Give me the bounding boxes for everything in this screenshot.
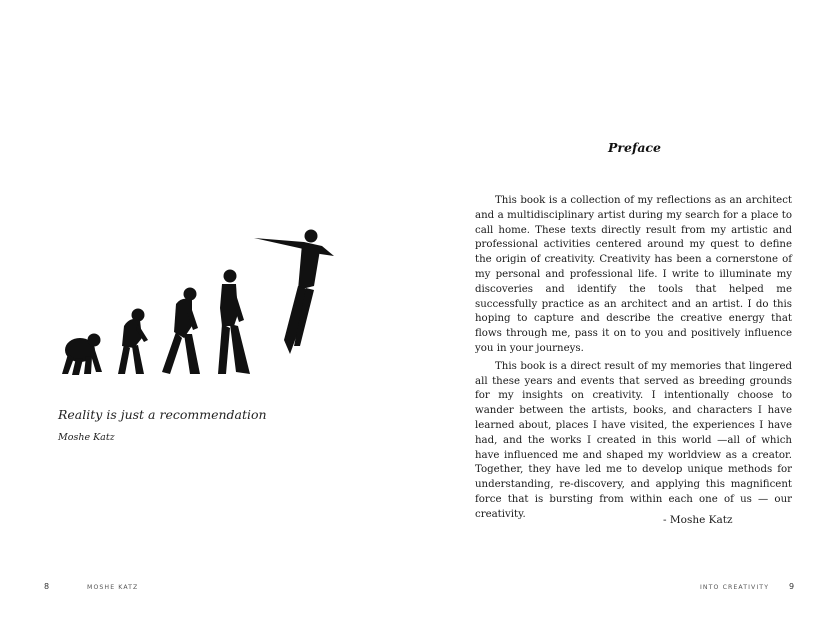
evolution-illustration xyxy=(58,228,340,380)
left-page xyxy=(0,0,414,622)
running-header-left: MOSHE KATZ xyxy=(87,584,139,591)
running-header-right: INTO CREATIVITY xyxy=(700,584,770,591)
preface-body xyxy=(475,194,792,526)
author-signature: - Moshe Katz xyxy=(663,514,733,526)
leaping-figure-icon xyxy=(254,230,334,355)
paragraph: This book is a collection of my reflections as an architect and a multidisciplinary artist during my search for a place to call home. These texts directly result from my artistic and professional activities centered around my quest to define the origin of creativity. Creativity has been a cornerstone of my personal and professional life. I write to illuminate my discoveries and identify the tools that helped me successfully practice as an architect and an artist. I do this hoping to capture and describe the creative energy that flows through me, pass it on to you and positively influence you in your journeys. xyxy=(475,195,792,354)
section-title: Preface xyxy=(608,140,661,155)
page-number-right: 9 xyxy=(789,582,795,591)
page-number-left: 8 xyxy=(44,582,50,591)
right-page xyxy=(414,0,829,622)
human-figure-icon xyxy=(218,270,250,375)
hominid-figure-2-icon xyxy=(162,288,200,375)
epigraph-author: Moshe Katz xyxy=(58,432,115,443)
paragraph: This book is a direct result of my memories that lingered all these years and events that served as breeding grounds for my insights on creativity. I intentionally choose to wander between the artists, books, and characters I have learned about, places I have visited, the experiences I have had, and the works I created in this world —all of which have influenced me and shaped my worldview as a creator. Together, they have led me to develop unique methods for understanding, re-discovery, and applying this magnificent force that is bursting from within each one of us — our creativity. xyxy=(475,360,792,520)
epigraph-quote: Reality is just a recommendation xyxy=(58,407,267,422)
hominid-figure-1-icon xyxy=(118,309,148,375)
ape-figure-icon xyxy=(62,334,102,376)
